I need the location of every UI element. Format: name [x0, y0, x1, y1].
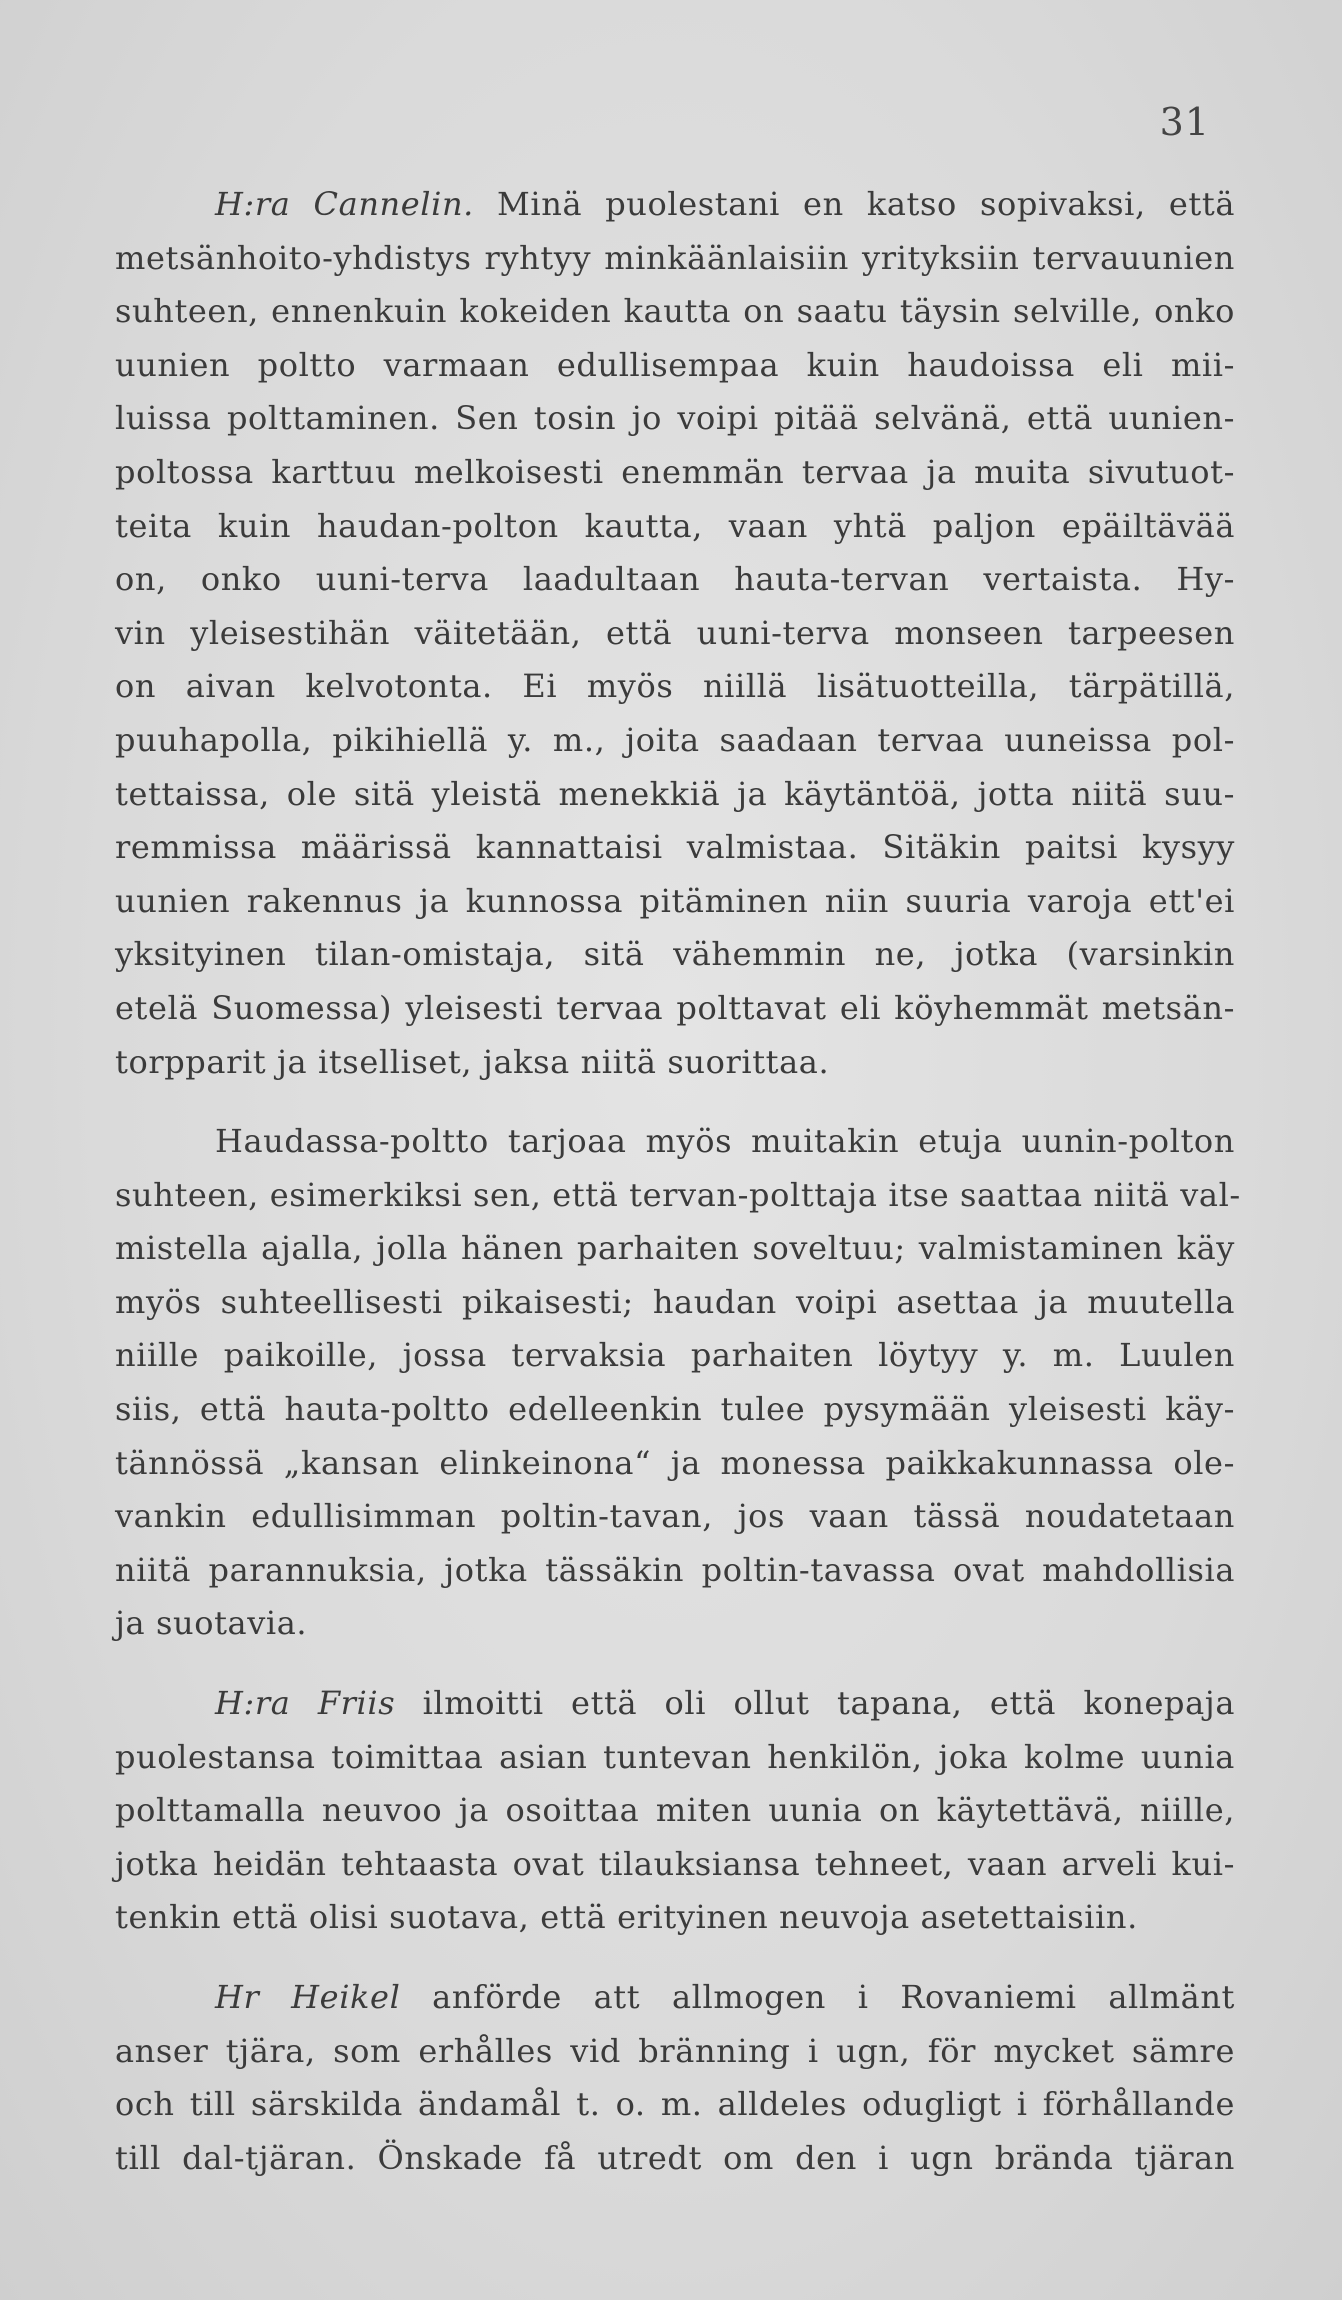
text-line	[115, 1677, 1235, 1731]
text-line: niitä parannuksia, jotka tässäkin poltin-tavassa ovat mahdollisia	[115, 1550, 1235, 1589]
text-line: till dal-tjäran. Önskade få utredt om den i ugn brända tjäran	[115, 2138, 1235, 2177]
text-line: torpparit ja itselliset, jaksa niitä suorittaa.	[115, 1042, 830, 1081]
text-line: anser tjära, som erhålles vid bränning i ugn, för mycket sämre	[115, 2031, 1235, 2070]
text-line: Haudassa-poltto tarjoaa myös muitakin etuja uunin-polton	[215, 1122, 1235, 1161]
text-line: puuhapolla, pikihiellä y. m., joita saadaan tervaa uuneissa pol-	[115, 720, 1235, 759]
line-text: anförde att allmogen i Rovaniemi allmänt	[400, 1978, 1235, 2016]
text-line: suhteen, ennenkuin kokeiden kautta on saatu täysin selville, onko	[115, 292, 1235, 331]
body-text	[115, 178, 1241, 2185]
paragraph-heikel	[115, 1971, 1235, 2185]
paragraph-friis	[115, 1677, 1235, 1945]
text-line: myös suhteellisesti pikaisesti; haudan voipi asettaa ja muutella	[115, 1282, 1235, 1321]
page-number: 31	[1159, 100, 1210, 144]
paragraph-gap	[115, 1945, 1235, 1971]
text-line: poltossa karttuu melkoisesti enemmän tervaa ja muita sivutuot-	[115, 452, 1235, 491]
speaker-name: Hr Heikel	[215, 1978, 401, 2016]
text-line: uunien poltto varmaan edullisempaa kuin haudoissa eli mii-	[115, 345, 1235, 384]
text-line: tettaissa, ole sitä yleistä menekkiä ja käytäntöä, jotta niitä suu-	[115, 774, 1235, 813]
text-line: etelä Suomessa) yleisesti tervaa polttavat eli köyhemmät metsän-	[115, 988, 1235, 1027]
text-line: remmissa määrissä kannattaisi valmistaa. Sitäkin paitsi kysyy	[115, 828, 1235, 867]
text-line: vankin edullisimman poltin-tavan, jos vaan tässä noudatetaan	[115, 1497, 1235, 1536]
text-line: on, onko uuni-terva laadultaan hauta-tervan vertaista. Hy-	[115, 560, 1235, 599]
text-line: ja suotavia.	[115, 1604, 308, 1643]
text-line: polttamalla neuvoo ja osoittaa miten uunia on käytettävä, niille,	[115, 1791, 1235, 1830]
line-text: ilmoitti että oli ollut tapana, että konepaja	[395, 1684, 1236, 1723]
text-line: metsänhoito-yhdistys ryhtyy minkäänlaisiin yrityksiin tervauunien	[115, 238, 1235, 277]
paragraph-gap	[115, 1089, 1235, 1115]
text-line: och till särskilda ändamål t. o. m. alldeles odugligt i förhållande	[115, 2085, 1235, 2124]
speaker-name: H:ra Cannelin.	[215, 185, 474, 223]
paragraph-gap	[115, 1651, 1235, 1677]
text-line: luissa polttaminen. Sen tosin jo voipi pitää selvänä, että uunien-	[115, 399, 1235, 438]
text-line: tenkin että olisi suotava, että erityinen neuvoja asetettaisiin.	[115, 1898, 1138, 1937]
text-line: on aivan kelvotonta. Ei myös niillä lisätuotteilla, tärpätillä,	[115, 667, 1235, 706]
text-line: niille paikoille, jossa tervaksia parhaiten löytyy y. m. Luulen	[115, 1336, 1235, 1375]
text-line: puolestansa toimittaa asian tuntevan henkilön, joka kolme uunia	[115, 1737, 1235, 1776]
text-line: yksityinen tilan-omistaja, sitä vähemmin ne, jotka (varsinkin	[115, 935, 1235, 974]
text-line: mistella ajalla, jolla hänen parhaiten soveltuu; valmistaminen käy	[115, 1229, 1235, 1268]
text-line	[115, 178, 1235, 232]
text-line	[115, 1971, 1235, 2025]
line-text: Minä puolestani en katso sopivaksi, että	[473, 185, 1235, 223]
speaker-name: H:ra Friis	[215, 1684, 396, 1723]
text-line: teita kuin haudan-polton kautta, vaan yhtä paljon epäiltävää	[115, 506, 1235, 545]
text-line: uunien rakennus ja kunnossa pitäminen niin suuria varoja ett'ei	[115, 881, 1235, 920]
text-line: tännössä „kansan elinkeinona“ ja monessa paikkakunnassa ole-	[115, 1443, 1235, 1482]
text-line: jotka heidän tehtaasta ovat tilauksiansa tehneet, vaan arveli kui-	[115, 1844, 1235, 1883]
paragraph-cannelin	[115, 178, 1235, 1089]
text-line: suhteen, esimerkiksi sen, että tervan-polttaja itse saattaa niitä val-	[115, 1175, 1241, 1214]
text-line: vin yleisestihän väitetään, että uuni-terva monseen tarpeesen	[115, 613, 1235, 652]
paragraph-haudassa-poltto	[115, 1115, 1241, 1651]
text-line: siis, että hauta-poltto edelleenkin tulee pysymään yleisesti käy-	[115, 1390, 1235, 1429]
